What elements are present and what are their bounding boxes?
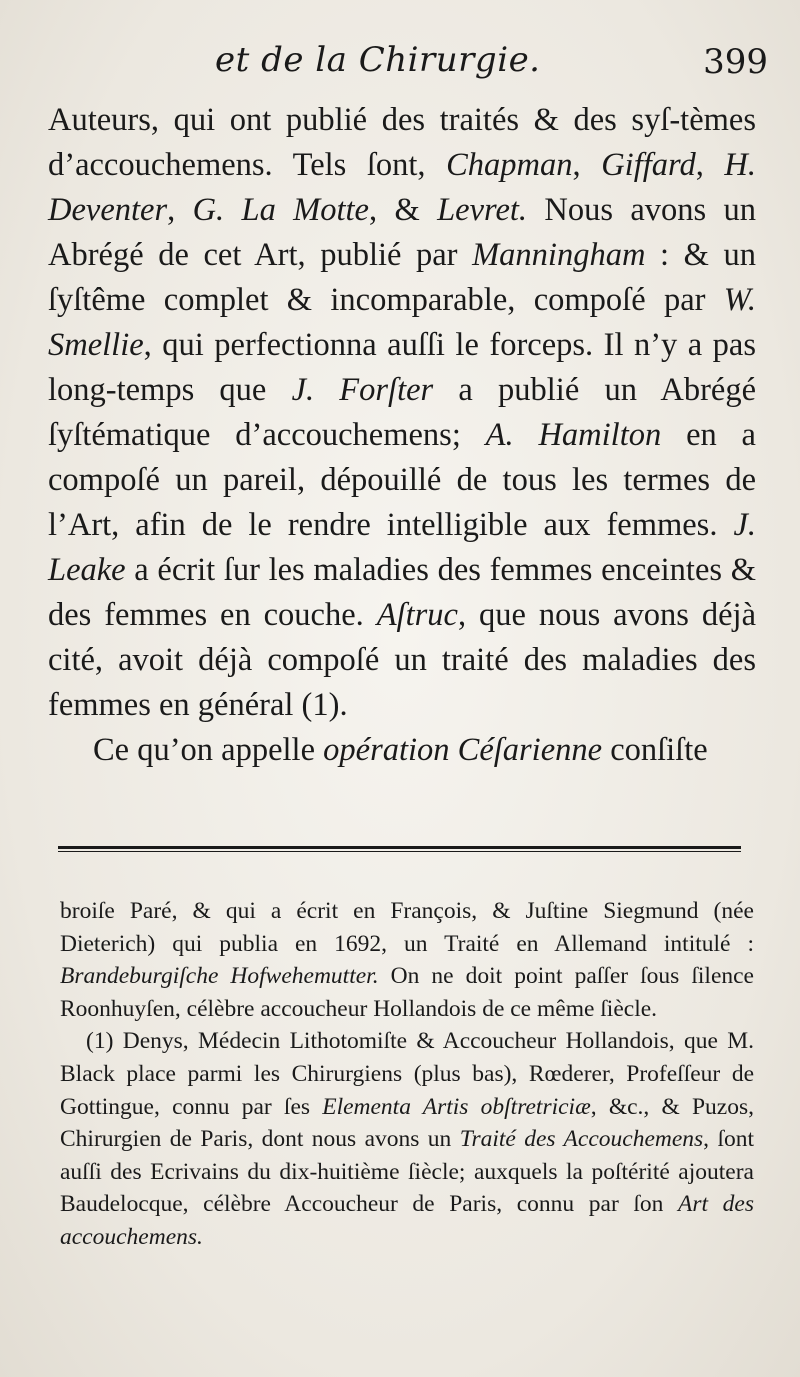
italic-name: H. Deventer: [48, 147, 757, 228]
running-title: et de la Chirurgie.: [215, 40, 541, 80]
paragraph-1: Auteurs, qui ont publié des traités & des syſ-tèmes d’accouchemens. Tels ſont, Chapman, Giffard, H. Deventer, G. La Motte, & Levret. Nous avons un Abrégé de cet Art, publié par Manningham : & un ſyſtême complet & incomparable, compoſé par W. Smellie, qui perfectionna auſſi le forceps. Il n’y a pas long-temps que J. Forſter a publié un Abrégé ſyſtématique d’accouchemens; A. Hamilton en a compoſé un pareil, dépouillé de tous les termes de l’Art, afin de le rendre intelligible aux femmes. J. Leake a écrit ſur les maladies des femmes enceintes & des femmes en couche. Aſtruc, que nous avons déjà cité, avoit déjà compoſé un traité des maladies des femmes en général (1).: [48, 102, 757, 723]
footnote-rule: [58, 846, 741, 852]
italic-name: A. Hamilton: [485, 417, 662, 453]
italic-name: Chapman: [446, 147, 573, 183]
main-text: [48, 98, 756, 773]
paragraph-2: Ce qu’on appelle opération Céſarienne conſiſte: [93, 732, 708, 768]
italic-name: W. Smellie: [48, 282, 756, 363]
italic-name: Levret.: [437, 192, 528, 228]
footnote-1: (1) Denys, Médecin Lithotomiſte & Accoucheur Hollandois, que M. Black place parmi les Chirurgiens (plus bas), Rœderer, Profeſſeur de Gottingue, connu par ſes Elementa Artis obſtretriciæ, &c., & Puzos, Chirurgien de Paris, dont nous avons un Traité des Accouchemens, ſont auſſi des Ecrivains du dix-huitième ſiècle; auxquels la poſtérité ajoutera Baudelocque, célèbre Accoucheur de Paris, connu par ſon Art des accouchemens.: [60, 1028, 754, 1250]
footnote-continuation: broiſe Paré, & qui a écrit en François, & Juſtine Siegmund (née Dieterich) qui publia en 1692, un Traité en Allemand intitulé : Brandeburgiſche Hofwehemutter. On ne doit point paſſer ſous ſilence Roonhuyſen, célèbre accoucheur Hollandois de ce même ſiècle.: [60, 898, 754, 1022]
italic-name: Giffard: [601, 147, 696, 183]
page-header: [0, 40, 800, 100]
page-number: 399: [703, 42, 768, 82]
italic-name: opération Céſarienne: [323, 732, 603, 768]
italic-name: J. Forſter: [291, 372, 434, 408]
italic-name: J. Leake: [48, 507, 756, 588]
footnotes: [60, 895, 754, 1254]
italic-name: Traité des Accouchemens: [459, 1126, 704, 1153]
italic-name: Elementa Artis obſtretriciæ: [322, 1093, 591, 1120]
italic-name: Brandeburgiſche Hofwehemutter.: [60, 963, 379, 990]
italic-name: G. La Motte: [192, 192, 369, 228]
italic-name: Manningham: [472, 237, 646, 273]
italic-name: Art des accouchemens.: [60, 1191, 754, 1250]
italic-name: Aſtruc: [376, 597, 458, 633]
